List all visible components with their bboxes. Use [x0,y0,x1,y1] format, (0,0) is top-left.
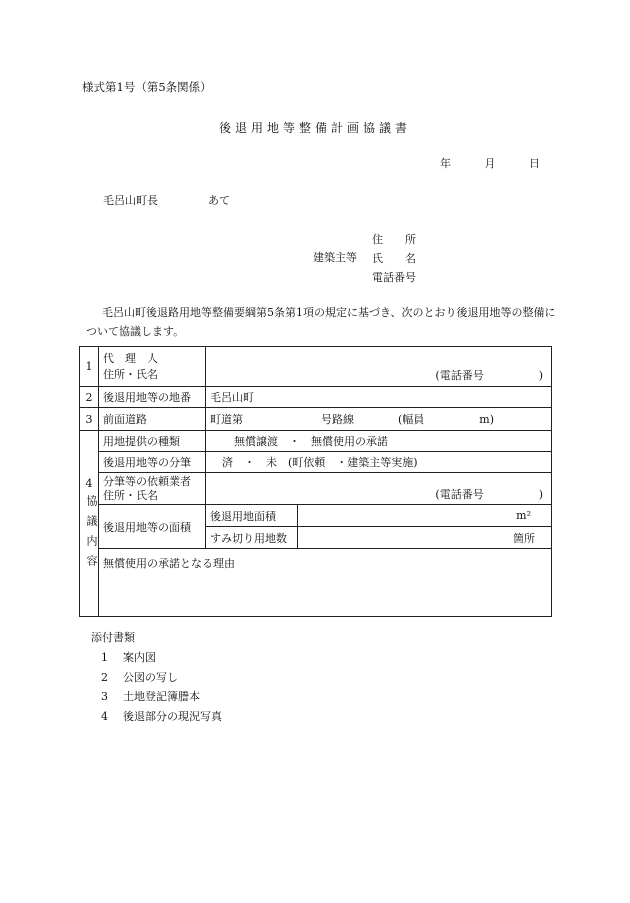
applicant-block [372,230,416,287]
row-lot-number [80,387,552,408]
row-agent [80,347,552,387]
row-number: 2 [80,387,99,408]
attachment-item: 2 公図の写し [101,670,178,684]
applicant-phone-label: 電話番号 [372,271,416,284]
group-label: 協議内容 [85,495,98,575]
road-mid: 号路線 [321,413,354,426]
lot-number-label: 後退用地等の地番 [99,387,206,408]
applicant-role: 建築主等 [313,251,357,264]
contractor-label [99,473,206,505]
date-line [440,155,540,171]
contractor-label-line1: 分筆等の依頼業者 [103,474,191,488]
provision-label: 用地提供の種類 [99,431,206,452]
row-survey [80,452,552,473]
corner-value[interactable]: 箇所 [298,527,552,549]
contractor-label-line2: 住所・氏名 [103,488,158,502]
date-month: 月 [484,157,496,170]
agent-label-line1: 代 理 人 [103,351,158,365]
date-day: 日 [529,157,540,170]
attachment-item: 3 土地登記簿謄本 [101,690,200,703]
road-width: (幅員 m) [398,413,495,426]
addressee [103,192,230,208]
area-label: 後退用地等の面積 [99,505,206,549]
row-reason [80,549,552,617]
setback-area-label: 後退用地面積 [206,505,298,527]
survey-value[interactable]: 済 ・ 未 (町依頼 ・建築主等実施) [206,452,552,473]
agent-label-line2: 住所・氏名 [103,367,158,381]
agent-label [99,347,206,387]
row-contractor [80,473,552,505]
road-label: 前面道路 [99,408,206,431]
row-number: 1 [80,347,99,387]
row-number: 3 [80,408,99,431]
attachments-list [101,648,222,726]
attachment-item: 1 案内図 [101,651,156,664]
survey-label: 後退用地等の分筆 [99,452,206,473]
corner-label: すみ切り用地数 [206,527,298,549]
addressee-name: 毛呂山町長 [103,194,158,207]
applicant-name-label: 氏 名 [372,252,416,265]
road-prefix: 町道第 [210,413,243,426]
row-number: 4 [85,477,93,490]
row-provision [80,431,552,452]
setback-area-value[interactable]: m² [298,505,552,527]
agent-phone: (電話番号 ) [435,369,543,382]
attachments-title: 添付書類 [91,631,135,644]
row-setback-area [80,505,552,527]
addressee-suffix: あて [208,194,230,207]
contractor-value-cell[interactable] [206,473,552,505]
attachment-item: 4 後退部分の現況写真 [101,709,222,723]
road-value-cell[interactable] [206,408,552,431]
agent-value-cell[interactable] [206,347,552,387]
form-number: 様式第1号（第5条関係） [82,80,212,94]
contractor-phone: (電話番号 ) [435,488,543,501]
document-title: 後退用地等整備計画協議書 [218,121,411,135]
body-paragraph: 毛呂山町後退路用地等整備要綱第5条第1項の規定に基づき、次のとおり後退用地等の整備について協議します。 [86,306,556,338]
lot-number-value[interactable]: 毛呂山町 [206,387,552,408]
consultation-table [79,346,552,617]
row-road [80,408,552,431]
provision-value[interactable]: 無償譲渡 ・ 無償使用の承諾 [206,431,552,452]
applicant-address-label: 住 所 [372,233,416,246]
date-year: 年 [440,157,451,170]
reason-label: 無償使用の承諾となる理由 [103,557,235,570]
row-number-group [80,431,99,617]
reason-cell[interactable] [99,549,552,617]
